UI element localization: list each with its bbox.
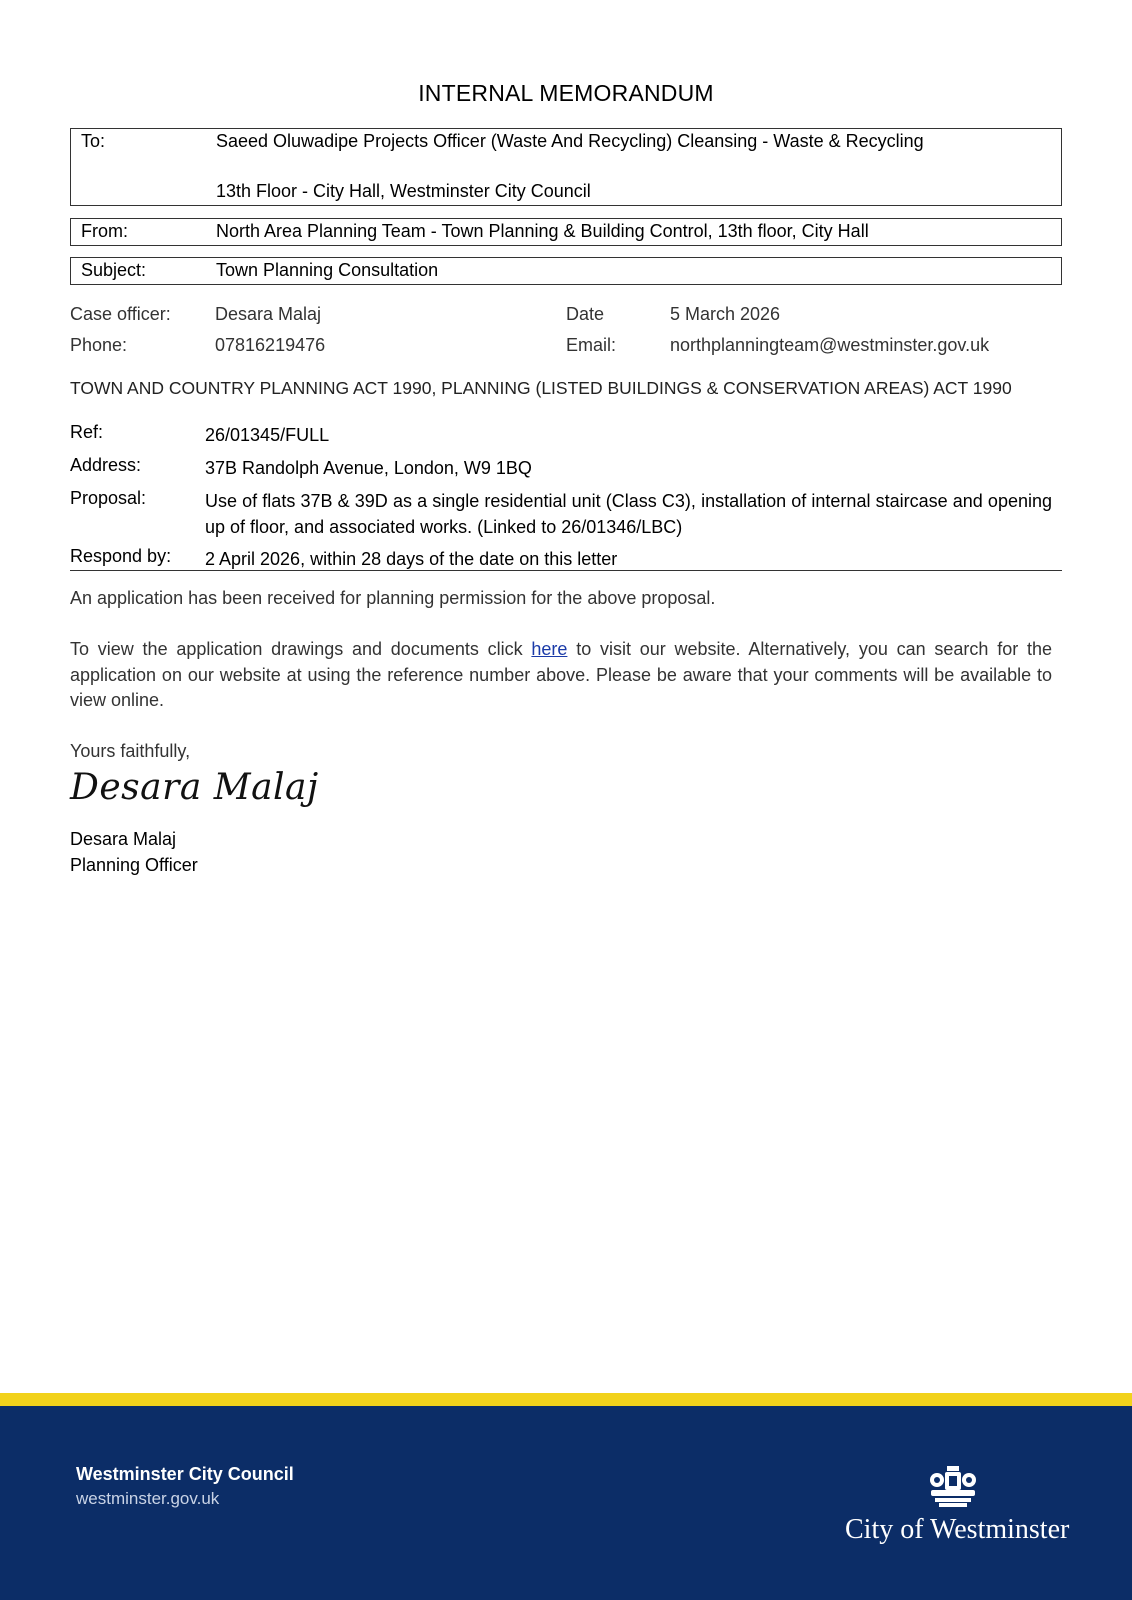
proposal-value: Use of flats 37B & 39D as a single residential unit (Class C3), installation of internal staircase and opening up of floor, and associated works. (Linked to 26/01346/LBC) xyxy=(205,491,1052,537)
from-value: North Area Planning Team - Town Planning & Building Control, 13th floor, City Hall xyxy=(216,221,869,241)
handwritten-signature: Desara Malaj xyxy=(70,767,319,808)
para-text-after-link: to visit our website. Alternatively, you can search for the application on our website at using the reference number above. Please be aware that your comments will be available to view online. xyxy=(70,639,1052,710)
email-label: Email: xyxy=(566,335,617,355)
from-label: From: xyxy=(81,221,128,241)
footer-logo-text: City of Westminster xyxy=(845,1514,1070,1545)
date-value: 5 March 2026 xyxy=(670,304,781,324)
intro-paragraph: An application has been received for planning permission for the above proposal. xyxy=(70,588,716,608)
act-heading: TOWN AND COUNTRY PLANNING ACT 1990, PLANNING (LISTED BUILDINGS & CONSERVATION AREAS) ACT 1990 xyxy=(70,378,1012,398)
to-label: To: xyxy=(81,131,106,151)
to-recipient: Saeed Oluwadipe Projects Officer (Waste And Recycling) Cleansing - Waste & Recycling xyxy=(216,131,924,151)
to-box xyxy=(70,128,1062,206)
case-officer-value: Desara Malaj xyxy=(215,304,322,324)
closing-line: Yours faithfully, xyxy=(70,741,191,761)
subject-box xyxy=(70,257,1062,285)
respond-label: Respond by: xyxy=(70,546,172,566)
respond-value: 2 April 2026, within 28 days of the date on this letter xyxy=(205,549,618,569)
memo-title: INTERNAL MEMORANDUM xyxy=(418,80,714,106)
phone-value: 07816219476 xyxy=(215,335,326,355)
para-text-before-link: To view the application drawings and documents click xyxy=(70,639,532,659)
proposal-label: Proposal: xyxy=(70,488,147,508)
date-label: Date xyxy=(566,304,605,324)
ref-value: 26/01345/FULL xyxy=(205,425,330,445)
from-box xyxy=(70,218,1062,246)
case-officer-label: Case officer: xyxy=(70,304,171,324)
footer-banner xyxy=(0,1406,1132,1600)
to-location: 13th Floor - City Hall, Westminster City Council xyxy=(216,181,591,201)
signer-role: Planning Officer xyxy=(70,855,198,875)
footer-yellow-stripe xyxy=(0,1393,1132,1406)
footer-website: westminster.gov.uk xyxy=(76,1489,220,1508)
section-divider xyxy=(70,570,1062,571)
crest-logo-icon xyxy=(925,1464,981,1508)
phone-label: Phone: xyxy=(70,335,128,355)
address-value: 37B Randolph Avenue, London, W9 1BQ xyxy=(205,458,532,478)
email-value: northplanningteam@westminster.gov.uk xyxy=(670,335,990,355)
subject-label: Subject: xyxy=(81,260,147,280)
subject-value: Town Planning Consultation xyxy=(216,260,439,280)
signer-name: Desara Malaj xyxy=(70,829,177,849)
ref-label: Ref: xyxy=(70,422,104,442)
address-label: Address: xyxy=(70,455,142,475)
view-application-paragraph xyxy=(70,637,1052,714)
website-link[interactable]: here xyxy=(531,639,568,659)
footer-org-name: Westminster City Council xyxy=(76,1464,294,1484)
